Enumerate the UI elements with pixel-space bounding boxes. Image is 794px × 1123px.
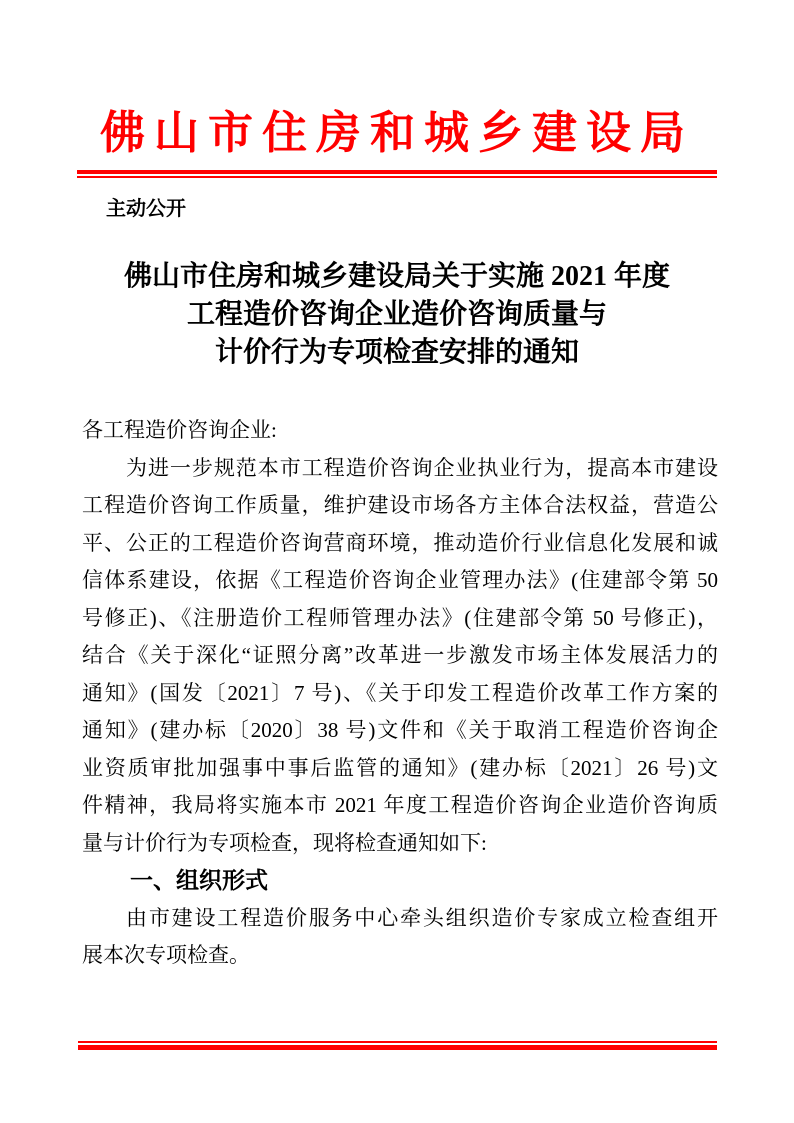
body-line: 通知》(建办标〔2020〕38 号)文件和《关于取消工程造价咨询企 — [82, 718, 718, 742]
footer-rule-thick — [78, 1045, 717, 1050]
body-line: 为进一步规范本市工程造价咨询企业执业行为，提高本市建设 — [126, 455, 718, 480]
agency-letterhead-title: 佛山市住房和城乡建设局 — [99, 108, 694, 158]
body-line: 通知》(国发〔2021〕7 号)、《关于印发工程造价改革工作方案的 — [82, 680, 718, 705]
document-title-line-2: 工程造价咨询企业造价咨询质量与 — [186, 299, 607, 330]
body-line: 件精神，我局将实施本市 2021 年度工程造价咨询企业造价咨询质 — [82, 793, 718, 817]
letterhead-double-rule — [77, 170, 717, 178]
body-line: 号修正)、《注册造价工程师管理办法》(住建部令第 50 号修正)， — [82, 605, 718, 630]
salutation: 各工程造价咨询企业: — [82, 418, 277, 442]
document-title-line-1: 佛山市住房和城乡建设局关于实施 2021 年度 — [123, 261, 670, 292]
section-1-heading: 一、组织形式 — [130, 867, 268, 893]
document-title — [77, 258, 717, 372]
body-line: 信体系建设，依据《工程造价咨询企业管理办法》(住建部令第 50 — [82, 568, 718, 592]
body-line: 工程造价咨询工作质量，维护建设市场各方主体合法权益，营造公 — [82, 493, 718, 517]
body-line: 结合《关于深化“证照分离”改革进一步激发市场主体发展活力的 — [82, 643, 718, 667]
body-line: 平、公正的工程造价咨询营商环境，推动造价行业信息化发展和诚 — [82, 530, 718, 555]
body-line: 量与计价行为专项检查，现将检查通知如下: — [82, 830, 487, 855]
document-title-line-3: 计价行为专项检查安排的通知 — [214, 337, 579, 368]
body-line: 由市建设工程造价服务中心牵头组织造价专家成立检查组开 — [126, 905, 718, 930]
body-line: 展本次专项检查。 — [82, 943, 250, 967]
document-body — [82, 412, 718, 975]
classification-label: 主动公开 — [106, 198, 186, 220]
body-line: 业资质审批加强事中事后监管的通知》(建办标〔2021〕26 号)文 — [82, 755, 718, 780]
letterhead-rule-thin — [77, 176, 717, 178]
footer-double-rule — [78, 1041, 717, 1050]
